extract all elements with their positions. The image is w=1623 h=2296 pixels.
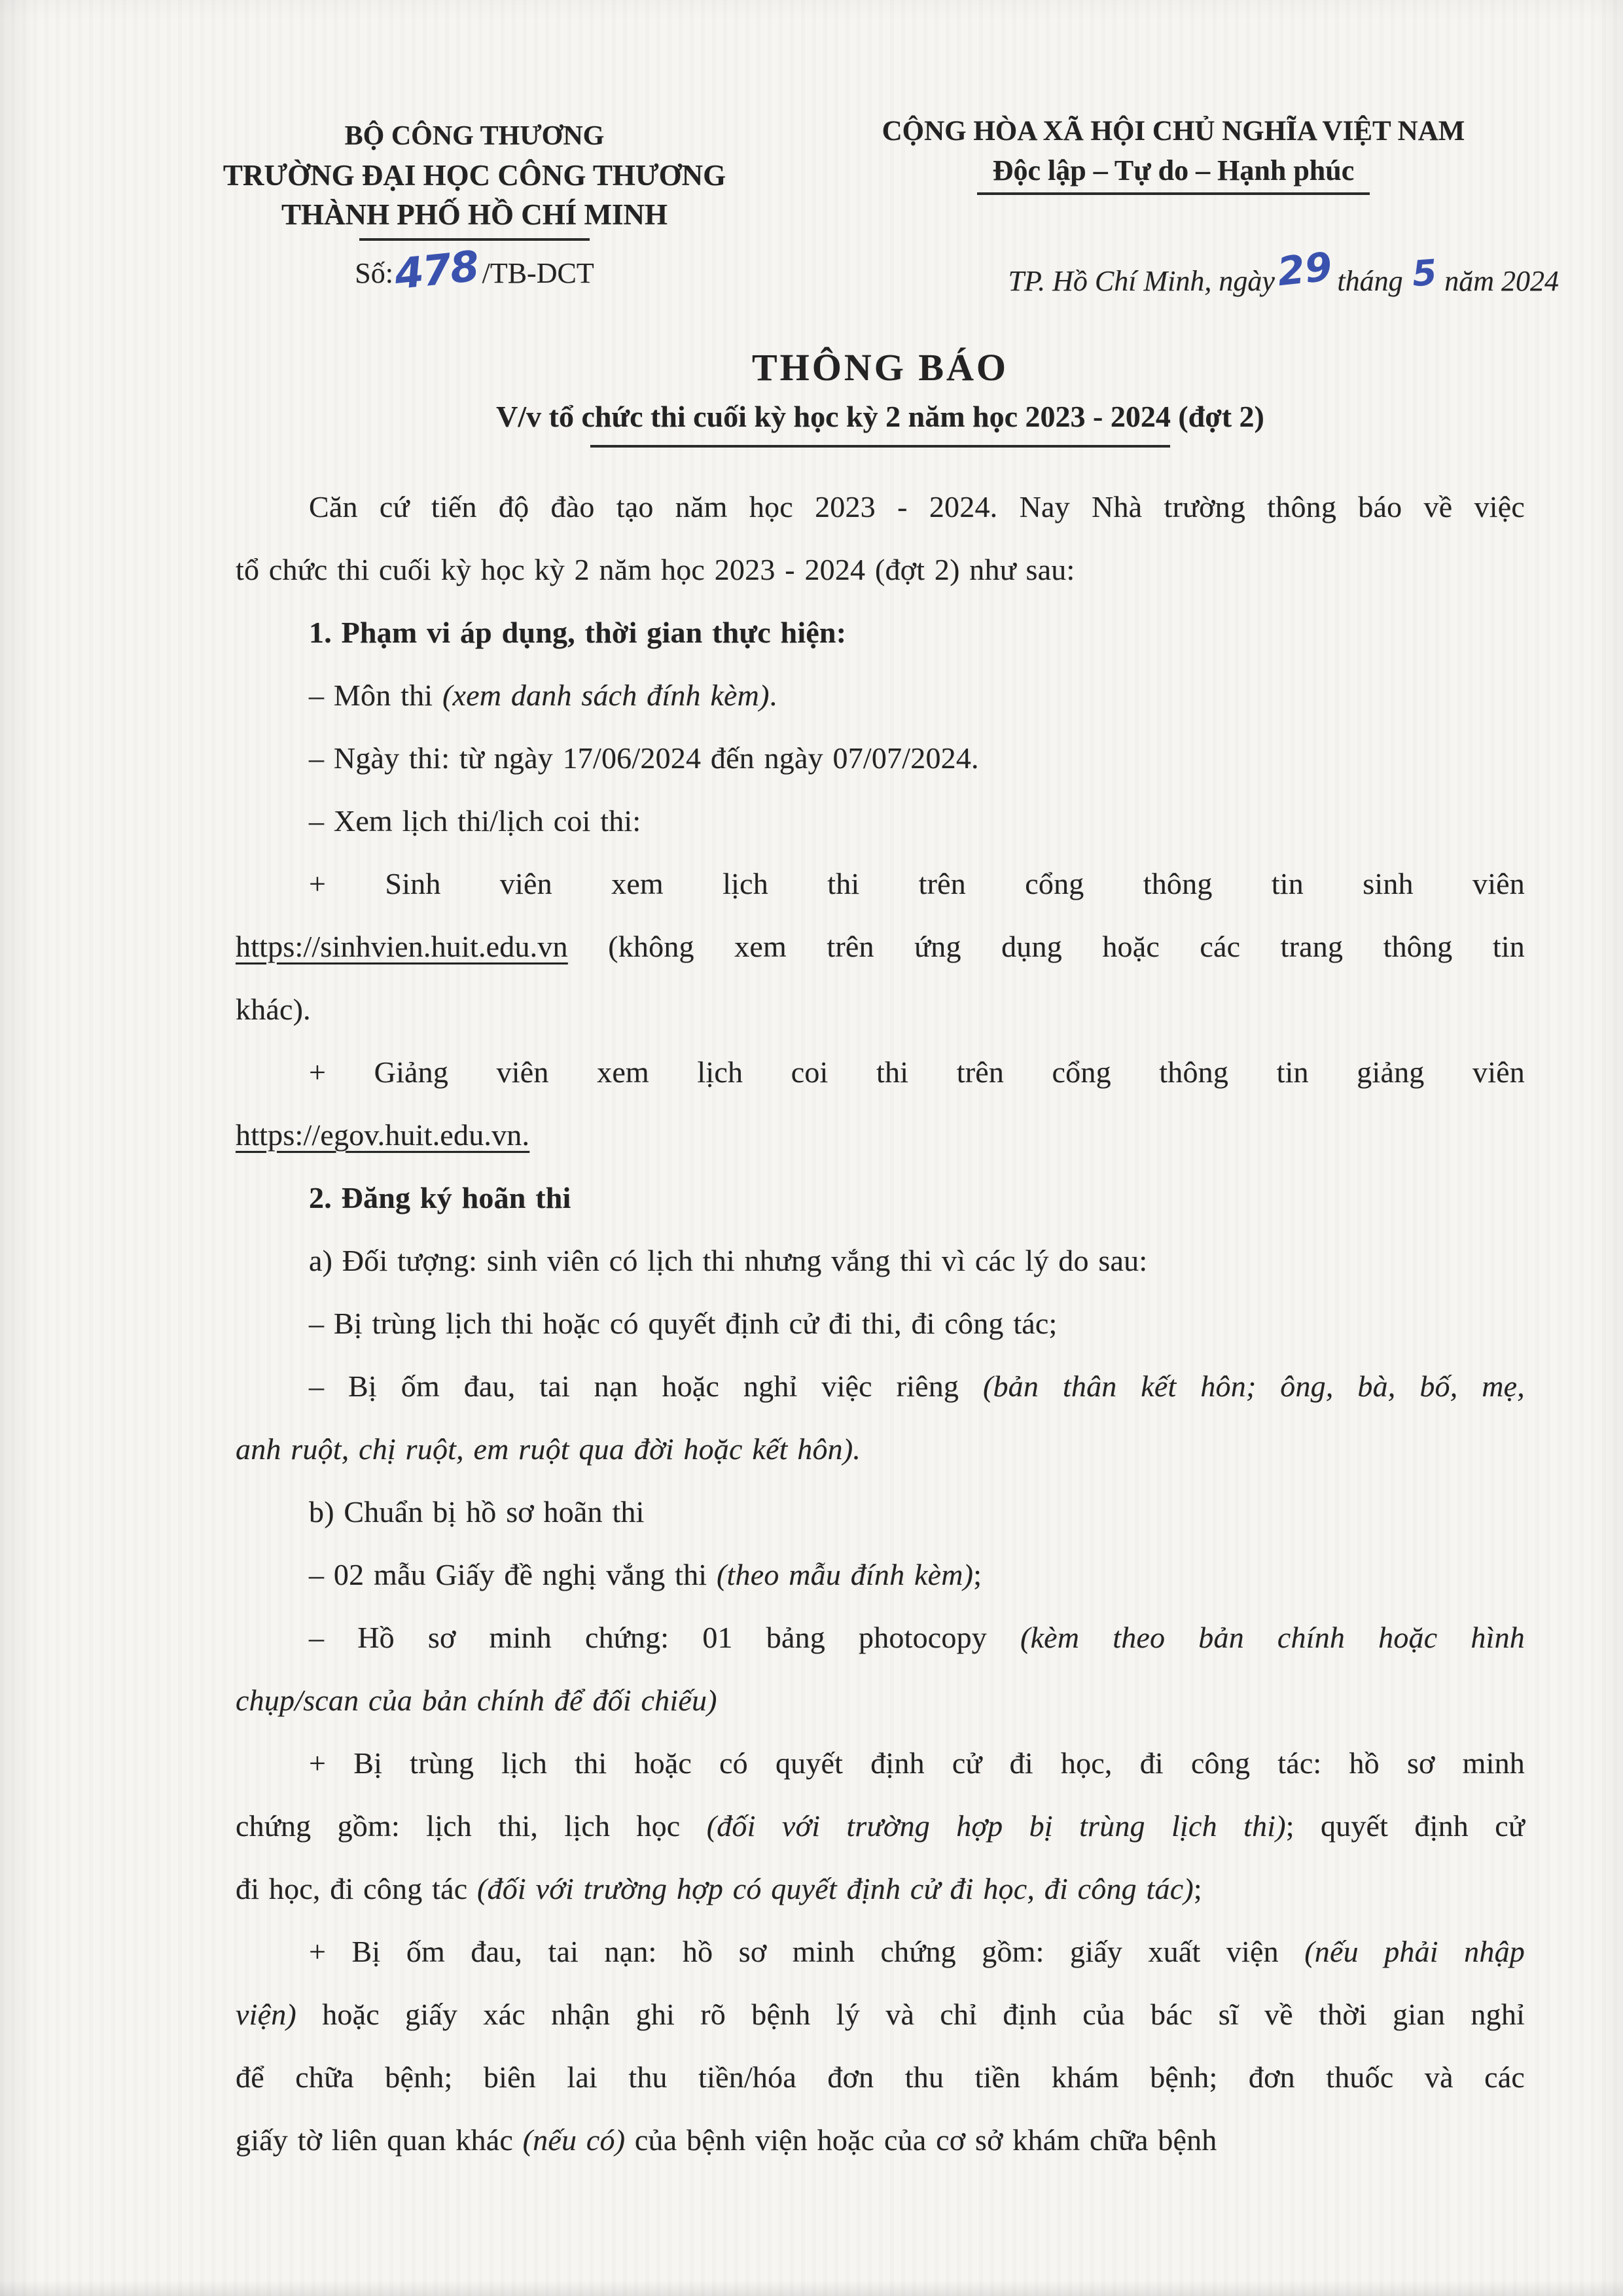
national-motto: Độc lập – Tự do – Hạnh phúc [992,154,1355,186]
text-run: (đối với trường hợp có quyết định cử đi học, đi công tác) [477,1872,1194,1905]
text-run: – Môn thi [309,679,442,712]
date-prefix: TP. Hồ Chí Minh, ngày [1008,265,1275,297]
text-run: viện) [236,1998,296,2031]
text-run: 1. Phạm vi áp dụng, thời gian thực hiện: [309,616,847,649]
date-month-handwritten: 5 [1410,251,1438,295]
text-run: + Sinh viên xem lịch thi trên cổng thông tin sinh viên [309,867,1525,900]
text-run: (bản thân kết hôn; ông, bà, bố, mẹ, [982,1369,1525,1403]
text-line [236,1481,1525,1544]
text-line [236,1669,1525,1732]
date-day-handwritten: 29 [1275,243,1334,296]
text-run: (kèm theo bản chính hoặc hình [1020,1621,1525,1654]
university-name-line2: THÀNH PHỐ HỒ CHÍ MINH [281,198,668,231]
text-line [236,1858,1525,1920]
text-line [236,1041,1525,1104]
text-run: (nếu phải nhập [1304,1935,1525,1968]
text-run: tổ chức thi cuối kỳ học kỳ 2 năm học 2023 - 2024 (đợt 2) như sau: [236,553,1075,586]
text-run: – Hồ sơ minh chứng: 01 bảng photocopy [309,1621,1021,1654]
text-run: ; [973,1558,982,1591]
text-run: Căn cứ tiến độ đào tạo năm học 2023 - 2024. Nay Nhà trường thông báo về việc [309,490,1525,523]
text-run: hoặc giấy xác nhận ghi rõ bệnh lý và chỉ định của bác sĩ về thời gian nghỉ [296,1998,1525,2031]
text-run: giấy tờ liên quan khác [236,2123,523,2157]
title-block [236,344,1525,448]
text-line [236,1920,1525,1983]
text-line [236,915,1525,978]
text-run: + Bị trùng lịch thi hoặc có quyết định cử đi học, đi công tác: hồ sơ minh [309,1746,1525,1780]
text-run: – Bị trùng lịch thi hoặc có quyết định cử đi thi, đi công tác; [309,1307,1058,1340]
text-run: ; quyết định cử [1285,1809,1525,1843]
text-run: để chữa bệnh; biên lai thu tiền/hóa đơn thu tiền khám bệnh; đơn thuốc và các [236,2060,1525,2094]
text-run: anh ruột, chị ruột, em ruột qua đời hoặc kết hôn). [236,1432,861,1466]
text-run: khác). [236,993,311,1026]
text-line [236,539,1525,601]
text-line [236,853,1525,915]
document-number-line [183,242,766,300]
text-run: (theo mẫu đính kèm) [717,1558,974,1591]
text-line [236,1544,1525,1606]
text-line [236,1355,1525,1418]
date-thang-label: tháng [1337,265,1403,297]
national-title: CỘNG HÒA XÃ HỘI CHỦ NGHĨA VIỆT NAM [882,116,1465,147]
text-run: 2. Đăng ký hoãn thi [309,1181,571,1214]
document-title: THÔNG BÁO [751,346,1009,389]
place-date-line [1008,243,1559,302]
text-run: (đối với trường hợp bị trùng lịch thi) [706,1809,1286,1843]
text-line [236,978,1525,1041]
date-suffix: năm 2024 [1444,265,1559,297]
text-run: chứng gồm: lịch thi, lịch học [236,1809,707,1843]
national-motto-block [817,113,1530,195]
text-line [236,1292,1525,1355]
text-run: (nếu có) [522,2123,626,2157]
text-run: ; [1193,1872,1202,1905]
text-run: + Giảng viên xem lịch coi thi trên cổng thông tin giảng viên [309,1055,1525,1089]
text-run: – 02 mẫu Giấy đề nghị vắng thi [309,1558,717,1591]
text-line [236,1606,1525,1669]
text-line [236,664,1525,727]
text-line [236,2109,1525,2172]
text-run: . [769,679,777,712]
document-body [236,476,1525,2172]
org-underline-rule [359,238,590,241]
text-line [236,1104,1525,1167]
ministry-name: BỘ CÔNG THƯƠNG [344,121,605,151]
text-run: – Bị ốm đau, tai nạn hoặc nghỉ việc riêng [309,1369,983,1403]
doc-no-label: Số: [355,257,393,289]
text-run: a) Đối tượng: sinh viên có lịch thi nhưng vắng thi vì các lý do sau: [309,1244,1148,1277]
doc-no-suffix: /TB-DCT [482,257,594,289]
motto-underline-rule [977,192,1370,195]
text-line [236,1229,1525,1292]
text-line [236,1983,1525,2046]
text-run: b) Chuẩn bị hồ sơ hoãn thi [309,1495,645,1528]
text-line [236,790,1525,853]
text-line [236,1795,1525,1858]
text-run: (không xem trên ứng dụng hoặc các trang thông tin [567,930,1525,963]
text-run: của bệnh viện hoặc của cơ sở khám chữa bệnh [625,2123,1217,2157]
text-run: – Ngày thi: từ ngày 17/06/2024 đến ngày 07/07/2024. [309,741,979,775]
doc-no-handwritten-value: 478 [392,242,481,300]
text-line [236,601,1525,664]
url-link[interactable]: https://sinhvien.huit.edu.vn [236,930,568,963]
text-line [236,2046,1525,2109]
text-run: chụp/scan của bản chính để đối chiếu) [236,1684,717,1717]
issuing-org-block [183,116,766,300]
text-run: đi học, đi công tác [236,1872,478,1905]
text-line [236,476,1525,539]
text-line [236,727,1525,790]
document-subtitle: V/v tổ chức thi cuối kỳ học kỳ 2 năm học 2023 - 2024 (đợt 2) [496,400,1264,433]
university-name-line1: TRƯỜNG ĐẠI HỌC CÔNG THƯƠNG [223,159,726,192]
text-line [236,1418,1525,1481]
subtitle-underline-rule [590,445,1170,448]
url-link[interactable]: https://egov.huit.edu.vn. [236,1118,530,1152]
text-run: (xem danh sách đính kèm) [442,679,770,712]
text-run: – Xem lịch thi/lịch coi thi: [309,804,641,838]
text-line [236,1167,1525,1229]
text-run: + Bị ốm đau, tai nạn: hồ sơ minh chứng gồm: giấy xuất viện [309,1935,1305,1968]
text-line [236,1732,1525,1795]
